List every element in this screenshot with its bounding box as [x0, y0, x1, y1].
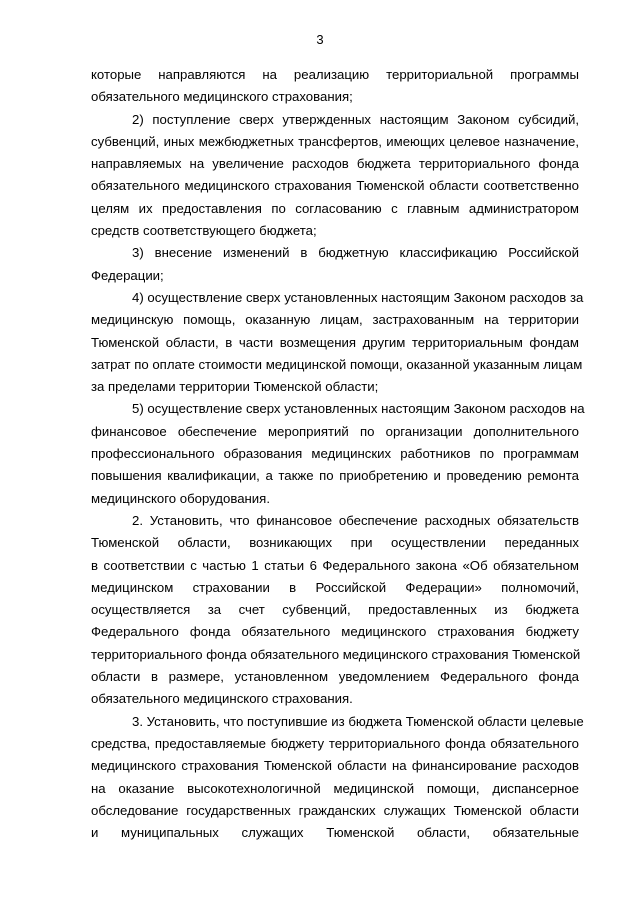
text-line: области в размере, установленном уведомлением Федерального фонда — [91, 669, 579, 685]
text-line: обязательного медицинского страхования. — [91, 691, 353, 707]
text-line: 3) внесение изменений в бюджетную классификацию Российской — [132, 245, 579, 261]
text-line: медицинского оборудования. — [91, 490, 270, 506]
text-line: медицинском страховании в Российской Федерации» полномочий, — [91, 579, 579, 595]
text-line: обследование государственных гражданских служащих Тюменской области — [91, 802, 579, 818]
text-line: 5) осуществление сверх установленных настоящим Законом расходов на — [132, 401, 585, 417]
text-line: Тюменской области, возникающих при осуществлении переданных — [91, 535, 579, 551]
text-line: за пределами территории Тюменской области; — [91, 379, 379, 395]
text-line: Тюменской области, в части возмещения другим территориальным фондам — [91, 334, 579, 350]
text-line: затрат по оплате стоимости медицинской помощи, оказанной указанным лицам — [91, 356, 583, 372]
text-line: средств соответствующего бюджета; — [91, 223, 317, 239]
text-line: медицинскую помощь, оказанную лицам, застрахованным на территории — [91, 312, 579, 328]
page-number: 3 — [316, 32, 324, 47]
text-line: обязательного медицинского страхования; — [91, 89, 353, 105]
text-line: целям их предоставления по согласованию с главным администратором — [91, 200, 579, 216]
text-line: повышения квалификации, а также по приобретению и проведению ремонта — [91, 468, 579, 484]
text-line: финансовое обеспечение мероприятий по организации дополнительного — [91, 423, 579, 439]
text-line: которые направляются на реализацию территориальной программы — [91, 67, 579, 82]
text-line: Федерального фонда обязательного медицинского страхования бюджету — [91, 624, 579, 640]
text-line: Федерации; — [91, 267, 164, 283]
text-line: направляемых на увеличение расходов бюджета территориального фонда — [91, 156, 579, 172]
text-line: субвенций, иных межбюджетных трансфертов, имеющих целевое назначение, — [91, 133, 579, 149]
text-line: профессионального образования медицинских работников по программам — [91, 446, 579, 462]
text-line: 3. Установить, что поступившие из бюджета Тюменской области целевые — [132, 713, 584, 729]
text-line: и муниципальных служащих Тюменской области, обязательные — [91, 825, 579, 841]
text-line: средства, предоставляемые бюджету территориального фонда обязательного — [91, 735, 579, 751]
text-line: на оказание высокотехнологичной медицинской помощи, диспансерное — [91, 780, 579, 796]
text-line: 4) осуществление сверх установленных настоящим Законом расходов за — [132, 289, 584, 305]
text-line: обязательного медицинского страхования Тюменской области соответственно — [91, 178, 579, 194]
text-line: медицинского страхования Тюменской области на финансирование расходов — [91, 758, 579, 774]
text-line: в соответствии с частью 1 статьи 6 Федерального закона «Об обязательном — [91, 557, 579, 573]
text-line: осуществляется за счет субвенций, предоставленных из бюджета — [91, 602, 579, 618]
text-line: 2. Установить, что финансовое обеспечение расходных обязательств — [132, 512, 579, 528]
text-line: территориального фонда обязательного медицинского страхования Тюменской — [91, 646, 581, 662]
text-line: 2) поступление сверх утвержденных настоящим Законом субсидий, — [132, 111, 579, 127]
document-body — [91, 64, 585, 844]
